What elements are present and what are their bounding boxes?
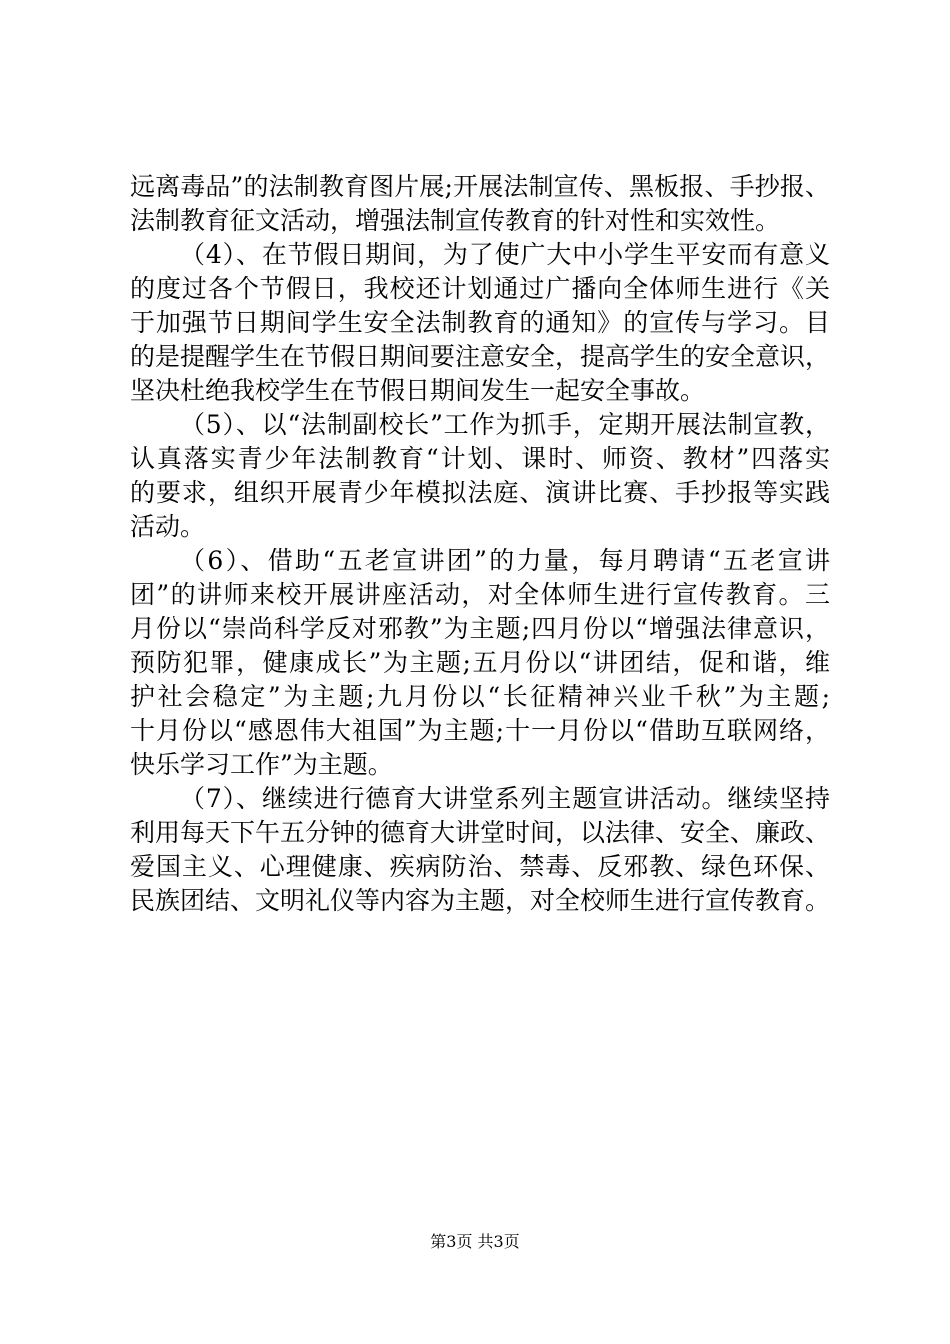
text-line: 的度过各个节假日，我校还计划通过广播向全体师生进行《关: [130, 274, 830, 303]
text-line: 团”的讲师来校开展讲座活动，对全体师生进行宣传教育。三: [130, 580, 830, 609]
text-line: 认真落实青少年法制教育“计划、课时、师资、教材”四落实: [130, 444, 830, 473]
text-line: 远离毒品”的法制教育图片展;开展法制宣传、黑板报、手抄报、: [130, 172, 830, 201]
paragraph-start-line: （7）、继续进行德育大讲堂系列主题宣讲活动。继续坚持: [180, 784, 830, 813]
text-line: 月份以“崇尚科学反对邪教”为主题;四月份以“增强法律意识，: [130, 614, 830, 643]
text-line: 的是提醒学生在节假日期间要注意安全，提高学生的安全意识，: [130, 342, 831, 371]
text-line: 十月份以“感恩伟大祖国”为主题;十一月份以“借助互联网络，: [130, 716, 830, 745]
text-line: 利用每天下午五分钟的德育大讲堂时间，以法律、安全、廉政、: [130, 818, 831, 847]
text-line: 于加强节日期间学生安全法制教育的通知》的宣传与学习。目: [130, 308, 830, 337]
text-line: 的要求，组织开展青少年模拟法庭、演讲比赛、手抄报等实践: [130, 478, 830, 507]
paragraph-start-line: （4）、在节假日期间，为了使广大中小学生平安而有意义: [180, 240, 830, 269]
text-line: 预防犯罪，健康成长”为主题;五月份以“讲团结，促和谐，维: [130, 648, 830, 677]
text-line: 快乐学习工作”为主题。: [130, 750, 393, 779]
paragraph-start-line: （6）、借助“五老宣讲团”的力量，每月聘请“五老宣讲: [180, 546, 830, 575]
document-body: [130, 170, 830, 918]
page-number-footer: 第3页 共3页: [430, 1232, 520, 1251]
text-line: 活动。: [130, 512, 206, 541]
text-line: 法制教育征文活动，增强法制宣传教育的针对性和实效性。: [130, 206, 781, 235]
text-line: 民族团结、文明礼仪等内容为主题，对全校师生进行宣传教育。: [130, 886, 831, 915]
text-line: 爱国主义、心理健康、疾病防治、禁毒、反邪教、绿色环保、: [130, 852, 830, 881]
paragraph-start-line: （5）、以“法制副校长”工作为抓手，定期开展法制宣教，: [180, 410, 830, 439]
text-line: 护社会稳定”为主题;九月份以“长征精神兴业千秋”为主题;: [130, 682, 830, 711]
text-line: 坚决杜绝我校学生在节假日期间发生一起安全事故。: [130, 376, 706, 405]
